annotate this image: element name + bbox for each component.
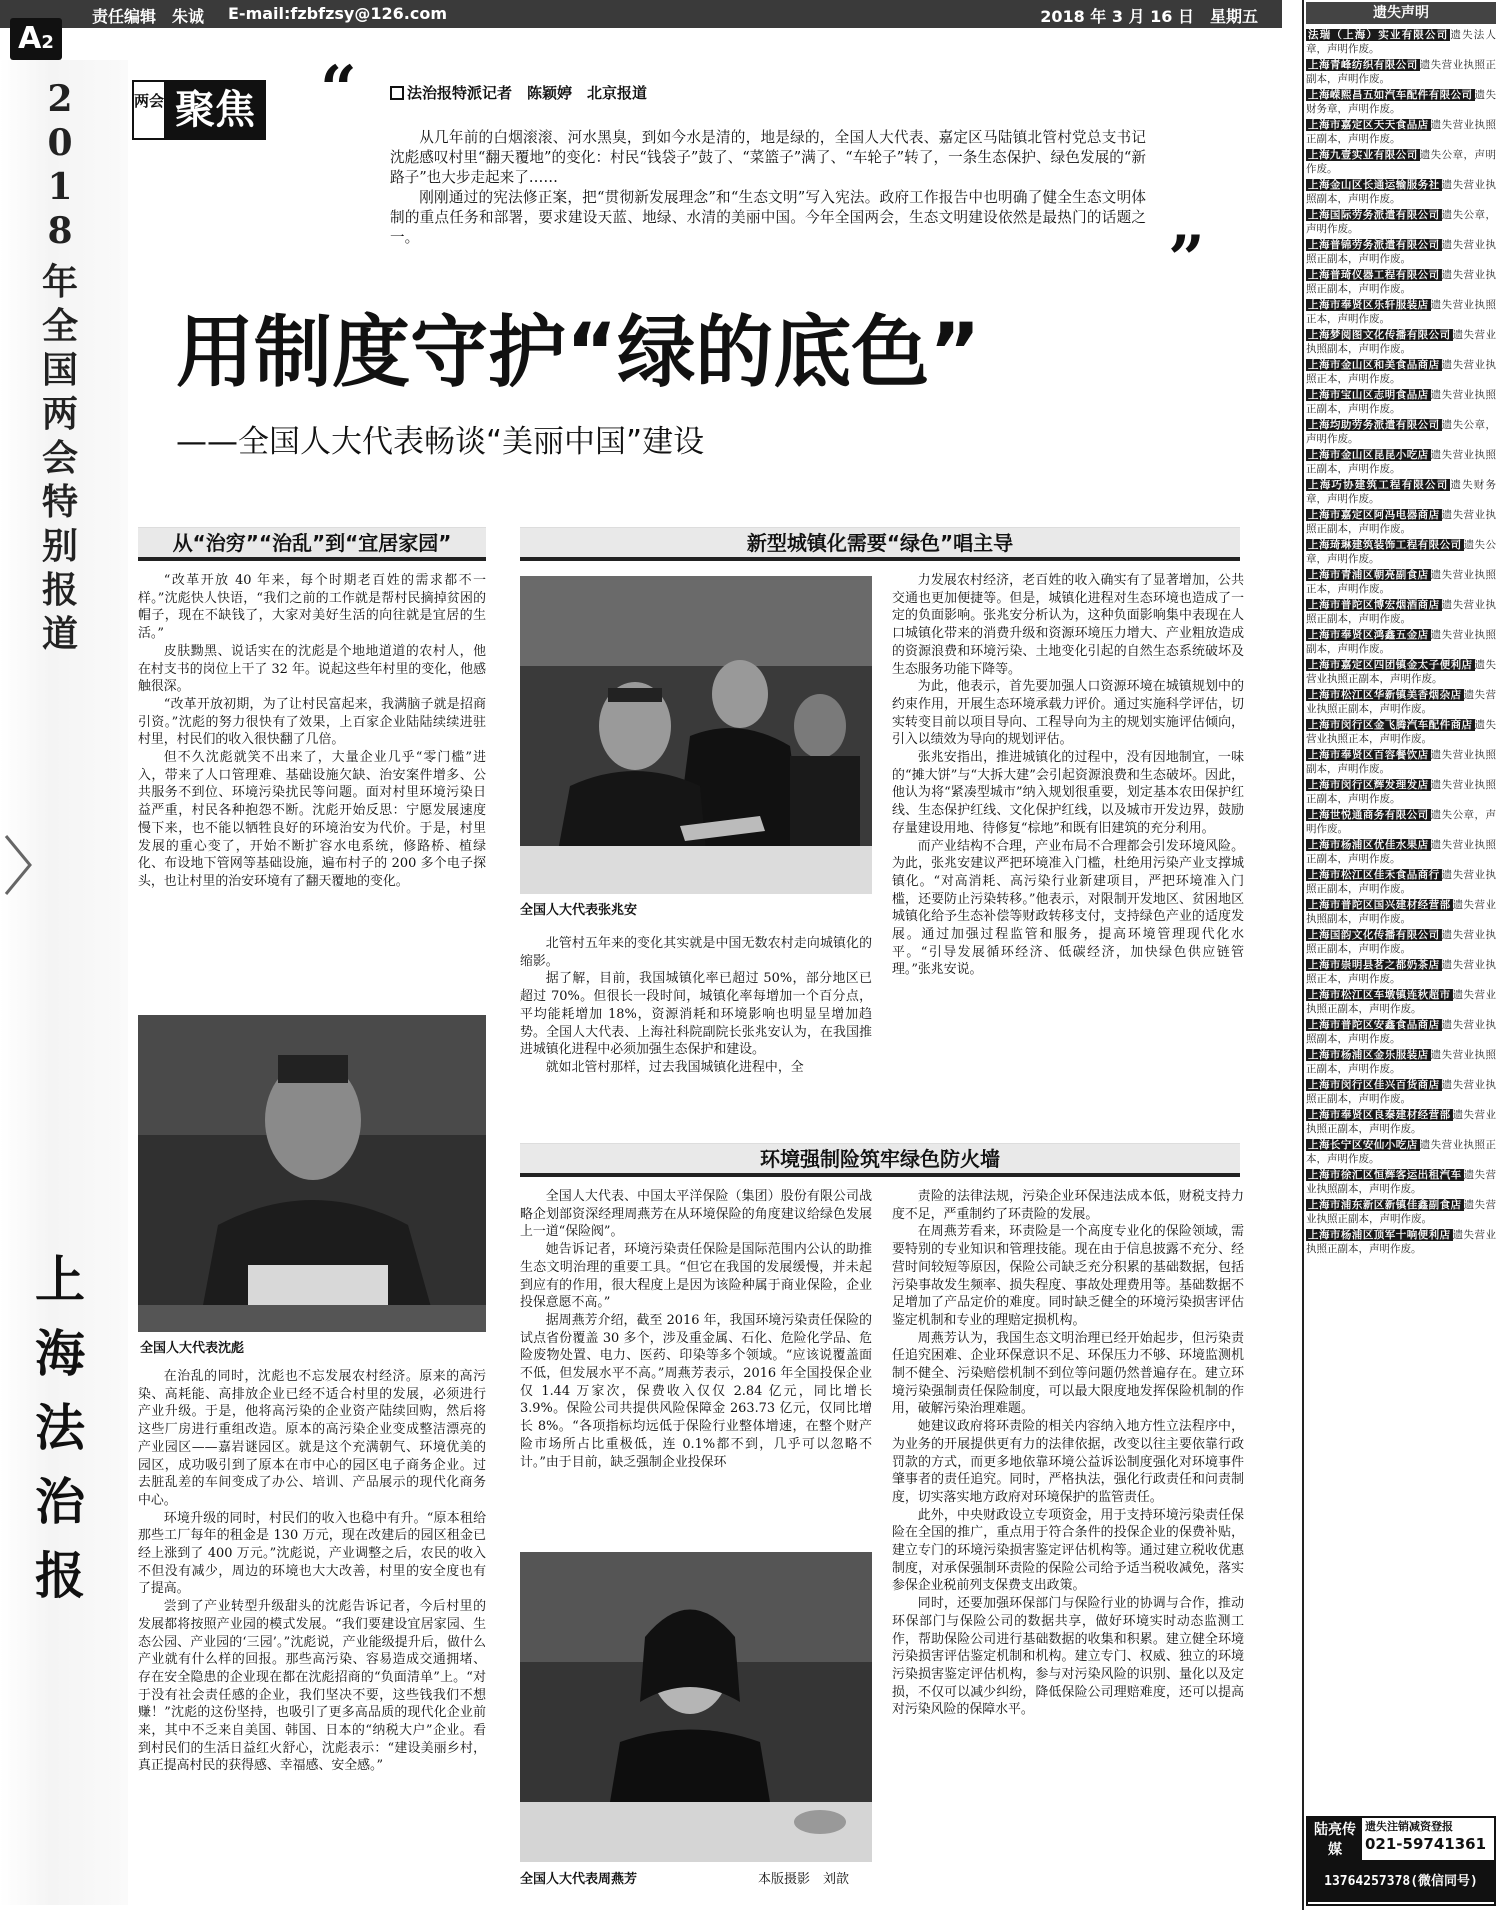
lost-notices-list bbox=[1306, 28, 1496, 1808]
lost-notice-text: 遗失营业执照正副本，声明作废。 bbox=[1306, 449, 1496, 475]
ad-brand: 陆亮传媒 bbox=[1308, 1818, 1362, 1860]
section-3-column-2 bbox=[892, 1188, 1244, 1906]
paper-name-char: 治 bbox=[35, 1472, 85, 1531]
lost-notice-item bbox=[1306, 1168, 1496, 1196]
lost-notice-item bbox=[1306, 478, 1496, 506]
lost-notice-text: 遗失营业执照副本，声明作废。 bbox=[1306, 749, 1496, 775]
paper-name-char: 海 bbox=[35, 1324, 85, 1383]
lost-notice-item bbox=[1306, 448, 1496, 476]
lost-notice-item bbox=[1306, 1228, 1496, 1256]
lost-notice-text: 遗失营业执照正副本，声明作废。 bbox=[1306, 779, 1496, 805]
lead-paragraphs bbox=[390, 128, 1146, 248]
lost-notice-text: 遗失营业执照正副本，声明作废。 bbox=[1306, 929, 1496, 955]
lost-notice-company: 上海梦阅图文化传播有限公司 bbox=[1308, 329, 1451, 341]
lost-notice-text: 遗失营业执照正本，声明作废。 bbox=[1306, 359, 1496, 385]
lost-notice-text: 遗失营业执照正本，声明作废。 bbox=[1306, 1139, 1496, 1165]
special-report-char: 8 bbox=[47, 210, 73, 252]
lost-notice-company: 上海市闵行区辉发理发店 bbox=[1308, 779, 1429, 791]
lost-notice-text: 遗失营业执照正副本，声明作废。 bbox=[1306, 239, 1496, 265]
lost-notice-item bbox=[1306, 688, 1496, 716]
special-report-char: 0 bbox=[47, 122, 73, 164]
section-2-column-2 bbox=[892, 572, 1244, 1117]
lost-notice-company: 上海市松江区佳禾食品商行 bbox=[1308, 869, 1440, 881]
lost-notice-company: 上海市奉贤区百容餐饮店 bbox=[1308, 749, 1429, 761]
lost-notice-text: 遗失营业执照正副本，声明作废。 bbox=[1306, 1109, 1496, 1135]
special-report-char: 两 bbox=[41, 393, 78, 435]
lost-notice-company: 上海市松江区华新镇美香烟杂店 bbox=[1308, 689, 1462, 701]
lost-notice-text: 遗失营业执照正副本，声明作废。 bbox=[1306, 269, 1496, 295]
lost-notice-text: 遗失公章，声明作废。 bbox=[1306, 809, 1496, 835]
lost-notice-text: 遗失营业执照正副本，声明作废。 bbox=[1306, 1199, 1496, 1225]
special-report-char: 特 bbox=[41, 481, 78, 523]
lost-notice-item bbox=[1306, 568, 1496, 596]
lost-notice-text: 遗失营业执照副本，声明作废。 bbox=[1306, 1169, 1496, 1195]
lost-notice-item bbox=[1306, 148, 1496, 176]
vertical-sidebar bbox=[0, 60, 128, 1905]
editor-email: E-mail:fzbfzsy@126.com bbox=[228, 4, 447, 23]
paragraph: 她告诉记者，环境污染责任保险是国际范围内公认的助推生态文明治理的重要工具。“但它在我国的发展缓慢，并未起到应有的作用，很大程度上是因为该险种属于商业保险，企业投保意愿不高。” bbox=[520, 1242, 872, 1311]
lost-notice-item bbox=[1306, 598, 1496, 626]
ad-service: 遗失注销减资登报 bbox=[1365, 1820, 1453, 1833]
page-number: 2 bbox=[41, 32, 54, 53]
lost-notice-item bbox=[1306, 388, 1496, 416]
special-report-char: 2 bbox=[47, 78, 73, 120]
lost-notice-item bbox=[1306, 28, 1496, 56]
lost-notice-company: 上海市嘉定区四团镇金太子便利店 bbox=[1308, 659, 1473, 671]
page-number-badge bbox=[10, 18, 62, 60]
section-1-text-bottom bbox=[138, 1368, 486, 1908]
lost-notice-text: 遗失营业执照正副本，声明作废。 bbox=[1306, 989, 1496, 1015]
lead-paragraph: 刚刚通过的宪法修正案，把“贯彻新发展理念”和“生态文明”写入宪法。政府工作报告中也明确了健全生态文明体制的重点任务和部署，要求建设天蓝、地绿、水清的美丽中国。今年全国两会，生态文明建设依然是最热门的话题之一。 bbox=[390, 189, 1146, 246]
paragraph: 据周燕芳介绍，截至 2016 年，我国环境污染责任保险的试点省份覆盖 30 多个，涉及重金属、石化、危险化学品、危险废物处置、电力、医药、印染等多个领域。“应该说覆盖面不低，但发展水平不高。”周燕芳表示，2016 年全国投保企业仅 1.44 万家次，保费收入仅仅 2.84 亿元，同比增长 3.9%。保险公司共提供风险保障金 263.73 亿元，仅同比增长 8%。“各项指标均远低于保险行业整体增速，在整个财产险市场所占比重极低，连 0.1%都不到，几乎可以忽略不计。”由于目前，缺乏强制企业投保环 bbox=[520, 1312, 872, 1470]
issue-date: 2018 年 3 月 16 日 星期五 bbox=[1040, 7, 1258, 26]
lost-notices-title: 遗失声明 bbox=[1306, 2, 1496, 24]
lost-notice-text: 遗失营业执照正副本，声明作废。 bbox=[1306, 869, 1496, 895]
ad-mobile: 13764257378(微信同号) bbox=[1308, 1862, 1494, 1902]
lost-notice-text: 遗失营业执照正本，声明作废。 bbox=[1306, 569, 1496, 595]
lost-notice-company: 上海市杨浦区优佳水果店 bbox=[1308, 839, 1429, 851]
special-report-char: 1 bbox=[47, 166, 73, 208]
lost-notice-company: 上海巧协建筑工程有限公司 bbox=[1308, 479, 1449, 491]
lost-notice-company: 上海市闵行区佳兴百货商店 bbox=[1308, 1079, 1440, 1091]
caption-zhou-yanfang: 全国人大代表周燕芳 bbox=[520, 1872, 638, 1887]
lost-notice-item bbox=[1306, 178, 1496, 206]
lost-notice-company: 上海市杨浦区顶军十响便利店 bbox=[1308, 1229, 1451, 1241]
paragraph: 周燕芳认为，我国生态文明治理已经开始起步，但污染责任追究困难、企业环保意识不足、环保压力不够、环境监测机制不健全、污染赔偿机制不到位等问题仍然普遍存在。建立环境污染强制责任保险制度，可以最大限度地发挥保险机制的作用，破解污染治理难题。 bbox=[892, 1330, 1244, 1417]
lost-notice-company: 上海市奉贤区良秦建材经营部 bbox=[1308, 1109, 1451, 1121]
topic-badge bbox=[132, 80, 266, 140]
lost-notice-company: 上海均助劳务派遣有限公司 bbox=[1308, 419, 1440, 431]
lost-notice-company: 上海市普陀区国兴建材经营部 bbox=[1308, 899, 1451, 911]
lost-notice-item bbox=[1306, 1108, 1496, 1136]
lead-paragraph: 从几年前的白烟滚滚、河水黑臭，到如今水是清的，地是绿的，全国人大代表、嘉定区马陆镇北管村党总支书记沈彪感叹村里“翻天覆地”的变化：村民“钱袋子”鼓了、“菜篮子”满了、“车轮子”转了，一条生态保护、绿色发展的“新路子”也大步走起来了…… bbox=[390, 129, 1146, 186]
paragraph: 在治乱的同时，沈彪也不忘发展农村经济。原来的高污染、高耗能、高排放企业已经不适合村里的发展，必须进行产业升级。于是，他将高污染的企业资产陆续回购，然后将这些厂房进行重组改造。原本的高污染企业变成整洁漂亮的产业园区——嘉岩谜园区。就是这个充满朝气、环境优美的园区，成功吸引到了原本在市中心的园区电子商务企业。过去脏乱差的车间变成了办公、培训、产品展示的现代化商务中心。 bbox=[138, 1369, 486, 1508]
lost-notice-company: 上海市奉贤区鸿鑫五金店 bbox=[1308, 629, 1429, 641]
topic-badge-big: 聚焦 bbox=[166, 82, 264, 138]
section-heading-urbanization: 新型城镇化需要“绿色”唱主导 bbox=[520, 527, 1240, 561]
lost-notice-text: 遗失财务章，声明作废。 bbox=[1306, 479, 1496, 505]
checkbox-square-icon bbox=[390, 86, 404, 100]
lost-notice-item bbox=[1306, 358, 1496, 386]
lost-notice-company: 上海普琦仪器工程有限公司 bbox=[1308, 269, 1440, 281]
lost-notice-text: 遗失营业执照正副本，声明作废。 bbox=[1306, 509, 1496, 535]
special-report-char: 道 bbox=[41, 613, 78, 655]
special-report-char: 年 bbox=[41, 261, 78, 303]
lost-notice-item bbox=[1306, 808, 1496, 836]
lost-notice-item bbox=[1306, 58, 1496, 86]
lost-notice-item bbox=[1306, 958, 1496, 986]
paragraph: 同时，还要加强环保部门与保险行业的协调与合作，推动环保部门与保险公司的数据共享，做好环境实时动态监测工作，帮助保险公司进行基础数据的收集和积累。建立健全环境污染损害评估鉴定机制和机构。建立专门、权威、独立的环境污染损害鉴定评估机构，参与对污染风险的识别、量化以及定损，不仅可以减少纠纷，降低保险公司理赔难度，还可以提高对污染风险的保障水平。 bbox=[892, 1596, 1244, 1718]
lost-notice-item bbox=[1306, 298, 1496, 326]
lost-notice-company: 上海琦琳建筑装饰工程有限公司 bbox=[1308, 539, 1462, 551]
paragraph: 但不久沈彪就笑不出来了，大量企业几乎“零门槛”进入，带来了人口管理难、基础设施欠缺、治安案件增多、公共服务不到位、环境污染扰民等问题。面对村里环境污染日益严重，村民各种抱怨不断。沈彪开始反思：宁愿发展速度慢下来，也不能以牺牲良好的环境治安为代价。于是，村里发展的重心变了，开始不断扩容水电系统，修路桥、植绿化、布设地下管网等基础设施，遍布村子的 200 多个电子探头，也让村里的治安环境有了翻天覆地的变化。 bbox=[138, 750, 486, 889]
photo-zhou-yanfang bbox=[520, 1552, 872, 1862]
lost-notice-item bbox=[1306, 418, 1496, 446]
lost-notice-item bbox=[1306, 1048, 1496, 1076]
section-2-column-1 bbox=[520, 935, 872, 1120]
lost-notice-item bbox=[1306, 898, 1496, 926]
lost-notice-text: 遗失营业执照正本，声明作废。 bbox=[1306, 299, 1496, 325]
lost-notice-item bbox=[1306, 118, 1496, 146]
lost-notice-item bbox=[1306, 868, 1496, 896]
lost-notice-text: 遗失营业执照正副本，声明作废。 bbox=[1306, 59, 1496, 85]
lost-notice-item bbox=[1306, 328, 1496, 356]
lost-notice-company: 上海世悦通商务有限公司 bbox=[1308, 809, 1429, 821]
paragraph: 她建议政府将环责险的相关内容纳入地方性立法程序中，为业务的开展提供更有力的法律依据，改变以往主要依靠行政罚款的方式，而更多地依靠环境公益诉讼制度强化对环境事件肇事者的责任追究。同时，严格执法，强化行政责任和问责制度，切实落实地方政府对环境保护的监管责任。 bbox=[892, 1419, 1244, 1505]
lost-notice-item bbox=[1306, 1198, 1496, 1226]
paragraph: 皮肤黝黑、说话实在的沈彪是个地地道道的农村人，他在村支书的岗位上干了 32 年。说起这些年村里的变化，他感触很深。 bbox=[138, 643, 486, 695]
lost-notice-text: 遗失营业执照正本，声明作废。 bbox=[1306, 959, 1496, 985]
lost-notice-item bbox=[1306, 1138, 1496, 1166]
section-3-column-1 bbox=[520, 1188, 872, 1550]
paragraph: 全国人大代表、中国太平洋保险（集团）股份有限公司战略企划部资深经理周燕芳在从环境保险的角度建议给绿色发展上一道“保险阀”。 bbox=[520, 1189, 872, 1240]
lost-notice-text: 遗失公章，声明作废。 bbox=[1306, 419, 1496, 445]
lost-notice-company: 上海国际劳务派遣有限公司 bbox=[1308, 209, 1440, 221]
paragraph: 为此，他表示，首先要加强人口资源环境在城镇规划中的约束作用，开展生态环境承载力评价。通过实施科学评估，切实转变目前以项目导向、工程导向为主的规划实施评估倾向，引入以绩效为导向的规划评估。 bbox=[892, 679, 1244, 748]
section-heading-insurance: 环境强制险筑牢绿色防火墙 bbox=[520, 1143, 1240, 1177]
lost-notice-text: 遗失财务章，声明作废。 bbox=[1306, 89, 1496, 115]
lost-notice-item bbox=[1306, 838, 1496, 866]
lost-notice-text: 遗失营业执照正本，声明作废。 bbox=[1306, 719, 1496, 745]
special-report-char: 别 bbox=[41, 525, 78, 567]
paragraph: 力发展农村经济，老百姓的收入确实有了显著增加，公共交通也更加便捷等。但是，城镇化进程对生态环境也造成了一定的负面影响。张兆安分析认为，这种负面影响集中表现在人口城镇化带来的消费升级和资源环境压力增大、产业粗放造成的资源浪费和环境污染、土地变化引起的自然生态系统破坏及生态服务功能下降等。 bbox=[892, 573, 1244, 677]
sub-headline: ——全国人大代表畅谈“美丽中国”建设 bbox=[176, 424, 705, 460]
lost-notice-company: 上海市青浦区朝亮副食店 bbox=[1308, 569, 1429, 581]
lost-notice-company: 上海九壹实业有限公司 bbox=[1308, 149, 1418, 161]
lost-notice-text: 遗失营业执照正副本，声明作废。 bbox=[1306, 1049, 1496, 1075]
lost-notice-item bbox=[1306, 718, 1496, 746]
paragraph: 此外，中央财政设立专项资金，用于支持环境污染责任保险在全国的推广，重点用于符合条件的投保企业的保费补贴，建立专门的环境污染损害鉴定评估机构等。通过建立税收优惠制度，对承保强制环责险的保险公司给予适当税收减免，落实参保企业税前列支保费支出政策。 bbox=[892, 1507, 1244, 1594]
lost-notice-company: 上海嵘熙昌五如汽车配件有限公司 bbox=[1308, 89, 1473, 101]
section-1-text-top bbox=[138, 572, 486, 1002]
lost-notice-company: 上海市闵行区金飞腾汽车配件商店 bbox=[1308, 719, 1473, 731]
special-report-char: 会 bbox=[41, 437, 78, 479]
lost-notice-company: 上海市普陀区安鑫食品商店 bbox=[1308, 1019, 1440, 1031]
page-header-bar bbox=[0, 0, 1282, 28]
advertisement-box bbox=[1306, 1816, 1496, 1906]
lost-notice-text: 遗失营业执照正副本，声明作废。 bbox=[1306, 1079, 1496, 1105]
paragraph: “改革开放 40 年来，每个时期老百姓的需求都不一样。”沈彪快人快语，“我们之前的工作就是帮村民摘掉贫困的帽子，现在不缺钱了，大家对美好生活的向往就是宜居的生活。” bbox=[138, 573, 486, 642]
paragraph: 环境升级的同时，村民们的收入也稳中有升。“原本租给那些工厂每年的租金是 130 万元，现在改建后的园区租金已经上涨到了 400 万元。”沈彪说，产业调整之后，农民的收入不但没有减少，周边的环境也大大改善，村里的安全度也有了提高。 bbox=[138, 1510, 486, 1597]
paragraph: 张兆安指出，推进城镇化的过程中，没有因地制宜，一味的“摊大饼”与“大拆大建”会引起资源浪费和生态破坏。因此，他认为将“紧凑型城市”纳入规划很重要，划定基本农田保护红线、生态保护红线、文化保护红线，以及城市开发边界，鼓励存量建设用地、待修复“棕地”和既有旧建筑的充分利用。 bbox=[892, 750, 1244, 836]
lost-notice-item bbox=[1306, 1078, 1496, 1106]
lost-notice-company: 上海市奉贤区乐轩服装店 bbox=[1308, 299, 1429, 311]
lost-notice-company: 法瑞（上海）实业有限公司 bbox=[1308, 29, 1449, 41]
ad-phone: 021-59741361 bbox=[1365, 1835, 1487, 1853]
lost-notice-text: 遗失营业执照正副本，声明作废。 bbox=[1306, 389, 1496, 415]
paper-name-char: 报 bbox=[35, 1546, 85, 1605]
lost-notice-text: 遗失营业执照正副本，声明作废。 bbox=[1306, 689, 1496, 715]
open-quote-icon: “ bbox=[320, 52, 357, 127]
paragraph: 北管村五年来的变化其实就是中国无数农村走向城镇化的缩影。 bbox=[520, 936, 872, 969]
special-report-char: 全 bbox=[41, 305, 78, 347]
lost-notice-text: 遗失公章，声明作废。 bbox=[1306, 539, 1496, 565]
lost-notice-company: 上海市金山区昆昆小吃店 bbox=[1308, 449, 1429, 461]
lost-notice-text: 遗失营业执照正副本，声明作废。 bbox=[1306, 1229, 1496, 1255]
paragraph: 尝到了产业转型升级甜头的沈彪告诉记者，今后村里的发展都将按照产业园的模式发展。“我们要建设宜居家园、生态公园、产业园的‘三园’。”沈彪说，产业能级提升后，做什么产业就有什么样的回报。那些高污染、容易造成交通拥堵、存在安全隐患的企业现在都在沈彪招商的“负面清单”上。“对于没有社会责任感的企业，我们坚决不要，这些钱我们不想赚！”沈彪的这份坚持，也吸引了更多高品质的现代化企业前来，其中不乏来自美国、韩国、日本的“纳税大户”企业。看到村民们的生活日益红火舒心，沈彪表示：“建设美丽乡村，真正提高村民的获得感、幸福感、安全感。” bbox=[138, 1599, 486, 1774]
lost-notice-text: 遗失营业执照正副本，声明作废。 bbox=[1306, 599, 1496, 625]
lost-notice-company: 上海市松江区车墩镇连秋超市 bbox=[1308, 989, 1451, 1001]
lost-notice-item bbox=[1306, 538, 1496, 566]
lost-notice-item bbox=[1306, 628, 1496, 656]
lost-notice-company: 上海市徐汇区恒辉客运出租汽车 bbox=[1308, 1169, 1462, 1181]
photo-credit: 本版摄影 刘歆 bbox=[758, 1872, 850, 1887]
lost-notice-text: 遗失营业执照副本，声明作废。 bbox=[1306, 179, 1496, 205]
lost-notice-text: 遗失法人章，声明作废。 bbox=[1306, 29, 1496, 55]
lost-notice-company: 上海青峰纺织有限公司 bbox=[1308, 59, 1418, 71]
lost-notice-item bbox=[1306, 928, 1496, 956]
close-quote-icon: ” bbox=[1168, 222, 1205, 297]
paper-name-char: 上 bbox=[35, 1250, 85, 1309]
section-heading-governance: 从“治穷”“治乱”到“宜居家园” bbox=[138, 527, 486, 561]
lost-notice-item bbox=[1306, 658, 1496, 686]
paragraph: 据了解，目前，我国城镇化率已超过 50%，部分地区已超过 70%。但很长一段时间，城镇化率每增加一个百分点，平均能耗增加 18%，资源消耗和环境影响也明显呈增加趋势。全国人大代表、上海社科院副院长张兆安认为，在我国推进城镇化进程中必须加强生态保护和建设。 bbox=[520, 971, 872, 1058]
editor-credit: 责任编辑 朱诚 bbox=[92, 7, 205, 26]
paper-name-char: 法 bbox=[35, 1398, 85, 1457]
lost-notice-item bbox=[1306, 748, 1496, 776]
lost-notice-company: 上海国韵文化传播有限公司 bbox=[1308, 929, 1440, 941]
lost-notice-company: 上海市嘉定区阿冯电器商店 bbox=[1308, 509, 1440, 521]
lost-notice-item bbox=[1306, 778, 1496, 806]
paragraph: 就如北管村那样，过去我国城镇化进程中，全 bbox=[545, 1059, 804, 1075]
byline bbox=[390, 82, 647, 103]
lost-notice-company: 上海市宝山区志明食品店 bbox=[1308, 389, 1429, 401]
lost-notice-text: 遗失营业执照正副本，声明作废。 bbox=[1306, 839, 1496, 865]
lost-notice-company: 上海市崇明县茗之都奶茶店 bbox=[1308, 959, 1440, 971]
lost-notice-text: 遗失营业执照正副本，声明作废。 bbox=[1306, 119, 1496, 145]
paragraph: 而产业结构不合理，产业布局不合理都会引发环境风险。为此，张兆安建议严把环境准入门槛，杜绝用污染产业支撑城镇化。“对高消耗、高污染行业新建项目，严把环境准入门槛，还要防止污染转移。”他表示，对限制开发地区、贫困地区城镇化给予生态补偿等财政转移支付，支持绿色产业的适度发展。通过加强过程监管和服务，提高环境管理现代化水平。“引导发展循环经济、低碳经济，加快绿色供应链管理。”张兆安说。 bbox=[892, 838, 1244, 978]
paragraph: 责险的法律法规，污染企业环保违法成本低，财税支持力度不足，严重制约了环责险的发展。 bbox=[892, 1189, 1244, 1222]
topic-badge-small: 两会 bbox=[134, 82, 166, 138]
main-headline: 用制度守护“绿的底色” bbox=[176, 308, 981, 398]
lost-notice-text: 遗失营业执照副本，声明作废。 bbox=[1306, 629, 1496, 655]
lost-notice-text: 遗失营业执照副本，声明作废。 bbox=[1306, 329, 1496, 355]
lost-notice-text: 遗失营业执照副本，声明作废。 bbox=[1306, 899, 1496, 925]
lost-notice-company: 上海市杨浦区金乐服装店 bbox=[1308, 1049, 1429, 1061]
lost-notice-item bbox=[1306, 988, 1496, 1016]
lost-notice-text: 遗失营业执照正副本，声明作废。 bbox=[1306, 659, 1496, 685]
photo-shen-biao bbox=[138, 1015, 486, 1332]
lost-notice-company: 上海市浦东新区新镇佳鑫副食店 bbox=[1308, 1199, 1462, 1211]
special-report-char: 国 bbox=[41, 349, 78, 391]
lost-notice-item bbox=[1306, 268, 1496, 296]
page-letter: A bbox=[18, 21, 42, 56]
lost-notice-company: 上海普锦劳务派遣有限公司 bbox=[1308, 239, 1440, 251]
lost-notice-company: 上海市普陀区博宏烟酒商店 bbox=[1308, 599, 1440, 611]
lost-notice-item bbox=[1306, 208, 1496, 236]
caption-shen-biao: 全国人大代表沈彪 bbox=[140, 1341, 245, 1356]
lost-notice-text: 遗失营业执照副本，声明作废。 bbox=[1306, 1019, 1496, 1045]
lost-notice-company: 上海金山区长通运输服务社 bbox=[1308, 179, 1440, 191]
caption-zhang-zhaoan: 全国人大代表张兆安 bbox=[520, 903, 638, 918]
byline-text: 法治报特派记者 陈颖婷 北京报道 bbox=[407, 84, 648, 102]
paragraph: “改革开放初期，为了让村民富起来，我满脑子就是招商引资。”沈彪的努力很快有了效果，上百家企业陆陆续续进驻村里，村民们的收入很快翻了几倍。 bbox=[138, 696, 486, 748]
lost-notice-company: 上海市嘉定区天天食品店 bbox=[1308, 119, 1429, 131]
lost-notice-item bbox=[1306, 1018, 1496, 1046]
arrow-decoration-icon bbox=[0, 830, 40, 900]
lost-notice-item bbox=[1306, 508, 1496, 536]
lost-notice-text: 遗失公章，声明作废。 bbox=[1306, 209, 1496, 235]
paragraph: 在周燕芳看来，环责险是一个高度专业化的保险领域，需要特别的专业知识和管理技能。现在由于信息披露不充分、经营时间较短等原因，保险公司缺乏充分积累的基础数据，包括污染事故发生频率、损失程度、事故处理费用等。基础数据不足增加了产品定价的难度。同时缺乏健全的环境污染损害评估鉴定机制和专业的理赔定损机构。 bbox=[892, 1224, 1244, 1328]
lost-notice-item bbox=[1306, 88, 1496, 116]
special-report-char: 报 bbox=[41, 569, 78, 611]
lost-notice-text: 遗失公章，声明作废。 bbox=[1306, 149, 1496, 175]
photo-zhang-zhaoan bbox=[520, 576, 872, 894]
lost-notice-item bbox=[1306, 238, 1496, 266]
lost-notice-company: 上海长宁区安仙小吃店 bbox=[1308, 1139, 1418, 1151]
lost-notice-company: 上海市金山区和美食品商店 bbox=[1308, 359, 1440, 371]
